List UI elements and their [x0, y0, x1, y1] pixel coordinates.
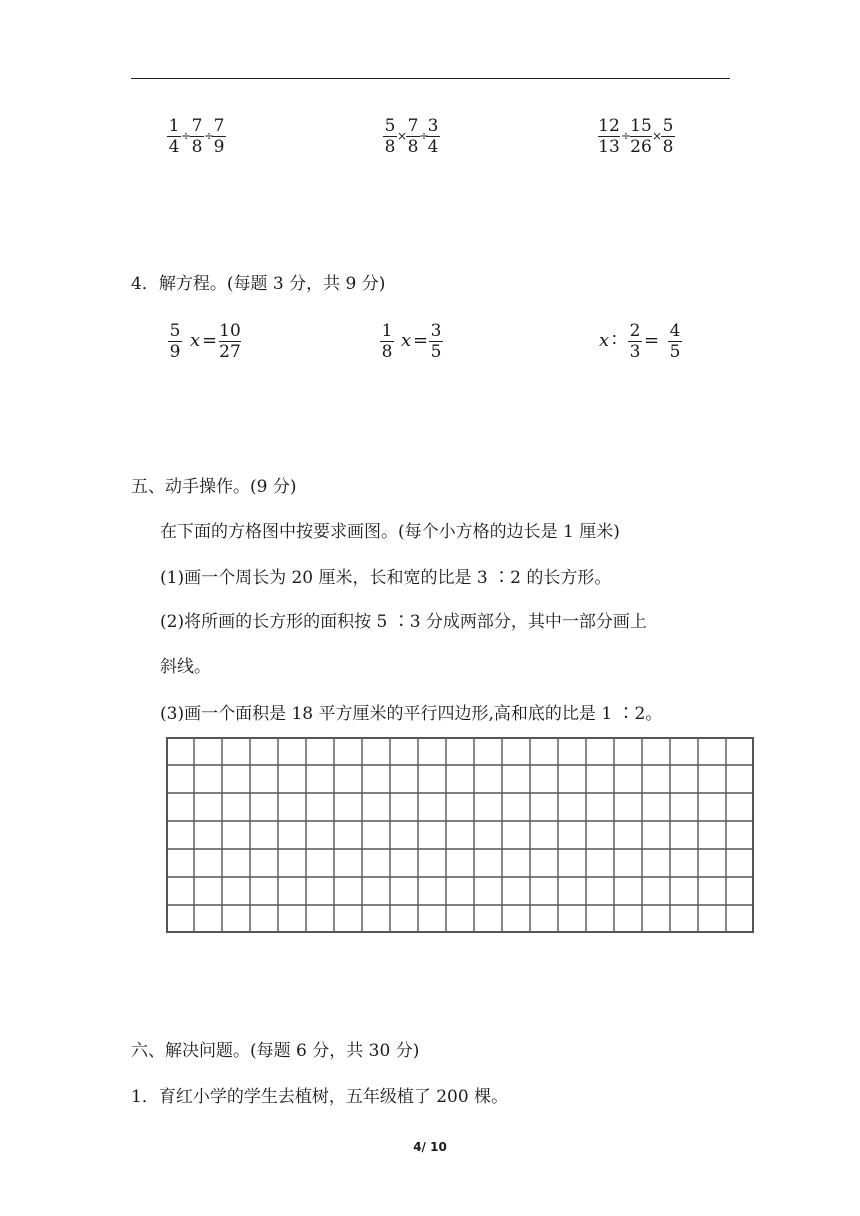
fraction: 5 9: [169, 321, 181, 362]
section5-item-3: (3)画一个面积是 18 平方厘米的平行四边形,高和底的比是 1 ∶2。: [160, 704, 663, 724]
fraction: 3 4: [427, 116, 439, 157]
fraction: 7 8: [407, 116, 419, 157]
fraction: 3 5: [430, 321, 442, 362]
fraction: 1 4: [168, 116, 180, 157]
equals-sign: =: [202, 330, 218, 351]
section5-item-2: (2)将所画的长方形的面积按 5 ∶3 分成两部分，其中一部分画上: [160, 612, 647, 632]
variable-x: x: [599, 330, 610, 351]
division-operator: ÷: [204, 129, 215, 143]
section5-item-1: (1)画一个周长为 20 厘米，长和宽的比是 3 ∶2 的长方形。: [160, 568, 612, 588]
section5-item-2-continued: 斜线。: [160, 657, 211, 677]
fraction: 5 8: [384, 116, 396, 157]
fraction: 12 13: [598, 116, 620, 157]
equals-sign: =: [644, 330, 660, 351]
equals-sign: =: [413, 330, 429, 351]
multiply-operator: ×: [652, 129, 663, 143]
header-rule: [131, 78, 730, 79]
variable-x: x: [401, 330, 412, 351]
fraction: 1 8: [381, 321, 393, 362]
section6-question-1: 1．育红小学的学生去植树，五年级植了 200 棵。: [131, 1087, 509, 1107]
fraction: 15 26: [630, 116, 652, 157]
section5-heading: 五、动手操作。(9 分): [131, 477, 297, 497]
section6-heading: 六、解决问题。(每题 6 分，共 30 分): [131, 1041, 420, 1061]
fraction: 7 8: [191, 116, 203, 157]
q4-heading: 4．解方程。(每题 3 分，共 9 分): [131, 274, 386, 294]
section5-intro: 在下面的方格图中按要求画图。(每个小方格的边长是 1 厘米): [160, 522, 620, 542]
fraction: 10 27: [219, 321, 241, 362]
fraction: 4 5: [669, 321, 681, 362]
square-grid[interactable]: [166, 737, 754, 933]
fraction: 7 9: [213, 116, 225, 157]
multiply-operator: ×: [397, 129, 408, 143]
ratio-colon: ∶: [612, 330, 617, 351]
division-operator: ÷: [181, 129, 192, 143]
fraction: 2 3: [629, 321, 641, 362]
fraction: 5 8: [662, 116, 674, 157]
division-operator: ÷: [621, 129, 632, 143]
division-operator: ÷: [419, 129, 430, 143]
variable-x: x: [190, 330, 201, 351]
page-number: 4/ 10: [413, 1140, 447, 1154]
